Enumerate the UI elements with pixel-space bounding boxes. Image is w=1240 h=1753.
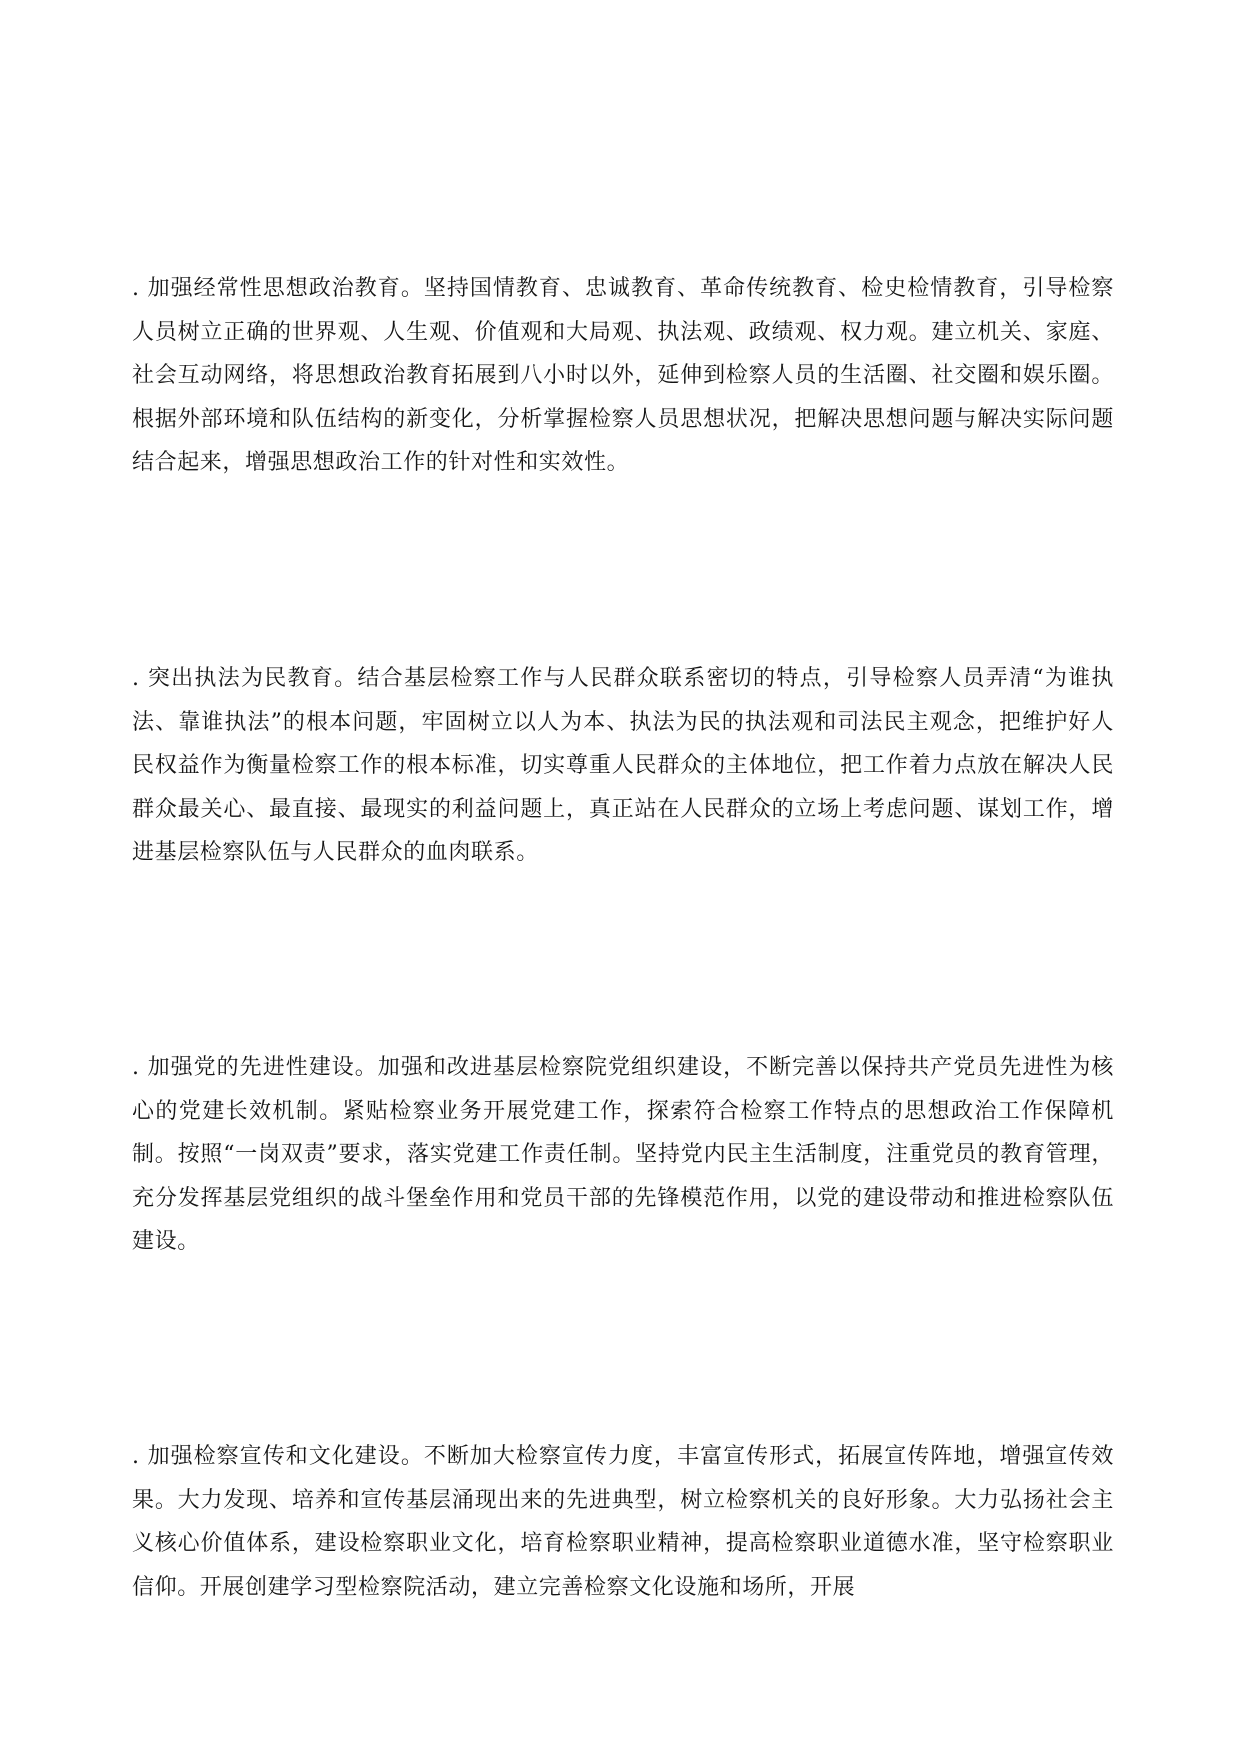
paragraph-party-building: . 加强党的先进性建设。加强和改进基层检察院党组织建设，不断完善以保持共产党员先进性为核心的党建长效机制。紧贴检察业务开展党建工作，探索符合检察工作特点的思想政治工作保障机制。按照“一岗双责”要求，落实党建工作责任制。坚持党内民主生活制度，注重党员的教育管理，充分发挥基层党组织的战斗堡垒作用和党员干部的先锋模范作用，以党的建设带动和推进检察队伍建设。 — [132, 1055, 1114, 1254]
paragraph-ideological-education: . 加强经常性思想政治教育。坚持国情教育、忠诚教育、革命传统教育、检史检情教育，引导检察人员树立正确的世界观、人生观、价值观和大局观、执法观、政绩观、权力观。建立机关、家庭、社会互动网络，将思想政治教育拓展到八小时以外，延伸到检察人员的生活圈、社交圈和娱乐圈。根据外部环境和队伍结构的新变化，分析掌握检察人员思想状况，把解决思想问题与解决实际问题结合起来，增强思想政治工作的针对性和实效性。 — [132, 276, 1114, 475]
paragraph-law-enforcement-for-people: . 突出执法为民教育。结合基层检察工作与人民群众联系密切的特点，引导检察人员弄清“为谁执法、靠谁执法”的根本问题，牢固树立以人为本、执法为民的执法观和司法民主观念，把维护好人民权益作为衡量检察工作的根本标准，切实尊重人民群众的主体地位，把工作着力点放在解决人民群众最关心、最直接、最现实的利益问题上，真正站在人民群众的立场上考虑问题、谋划工作，增进基层检察队伍与人民群众的血肉联系。 — [132, 666, 1114, 865]
paragraph-publicity-and-culture: . 加强检察宣传和文化建设。不断加大检察宣传力度，丰富宣传形式，拓展宣传阵地，增强宣传效果。大力发现、培养和宣传基层涌现出来的先进典型，树立检察机关的良好形象。大力弘扬社会主义核心价值体系，建设检察职业文化，培育检察职业精神，提高检察职业道德水准，坚守检察职业信仰。开展创建学习型检察院活动，建立完善检察文化设施和场所，开展 — [132, 1444, 1114, 1600]
